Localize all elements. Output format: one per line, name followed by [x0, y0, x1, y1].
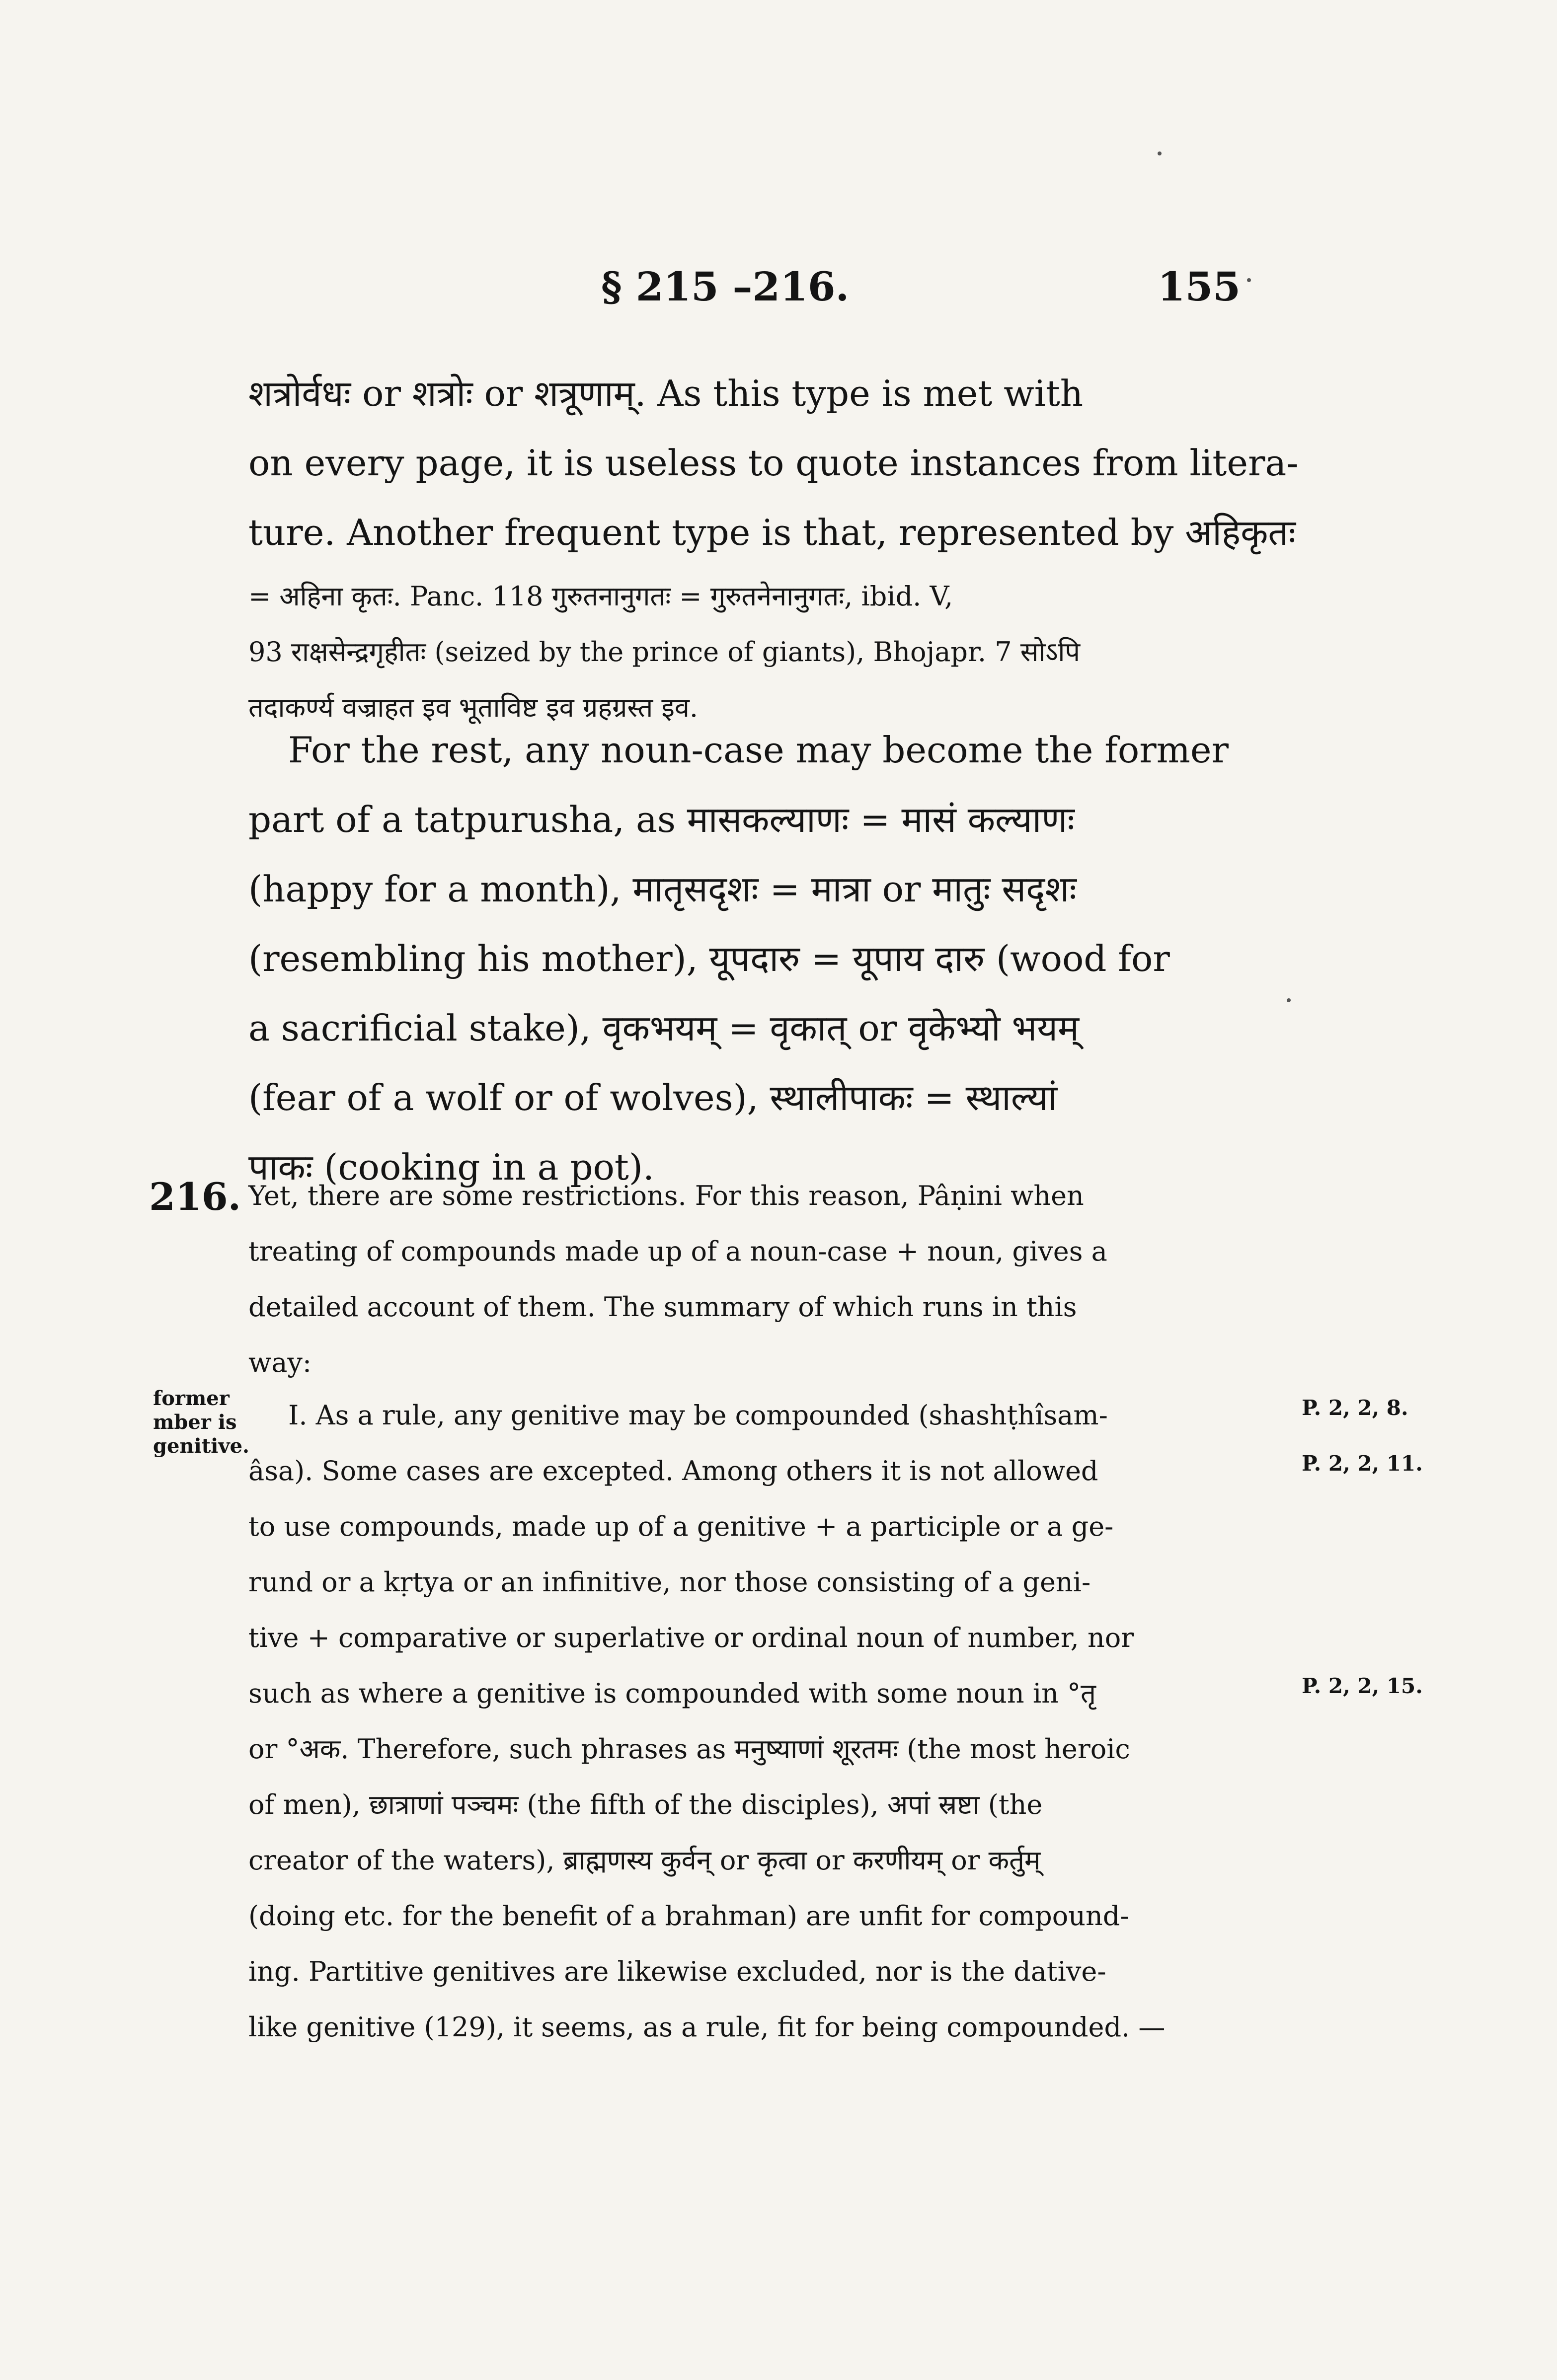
text-line: to use compounds, made up of a genitive + a participle or a ge-: [248, 1511, 1114, 1542]
text-line: शत्रोर्वधः or शत्रोः or शत्रूणाम्. As this type is met with: [248, 372, 1084, 414]
running-head: § 215 –216.: [601, 263, 850, 310]
page-header: [0, 253, 1557, 313]
section-215-examples: [248, 569, 1262, 736]
panini-reference: P. 2, 2, 8.: [1302, 1396, 1408, 1420]
text-line: such as where a genitive is compounded with some noun in °तृ: [248, 1678, 1096, 1709]
paper-speck: [1287, 998, 1291, 1002]
text-line: on every page, it is useless to quote instances from litera-: [248, 442, 1299, 484]
text-line: 93 राक्षसेन्द्रगृहीतः (seized by the prince of giants), Bhojapr. 7 सोऽपि: [248, 636, 1081, 668]
section-216-rule: [248, 1388, 1262, 2055]
margin-note-line: former: [153, 1387, 230, 1410]
paper-speck: [1247, 278, 1251, 282]
section-215-paragraph: [248, 715, 1262, 1202]
text-line: part of a tatpurusha, as मासकल्याणः = मासं कल्याणः: [248, 799, 1075, 840]
section-number: 216.: [149, 1175, 241, 1219]
text-line: tive + comparative or superlative or ordinal noun of number, nor: [248, 1622, 1134, 1653]
page-number: 155: [1158, 263, 1241, 310]
section-216-intro: [248, 1168, 1262, 1391]
section-215-opening: [248, 359, 1299, 567]
text-line: ture. Another frequent type is that, represented by अहिकृतः: [248, 512, 1296, 553]
margin-note: [153, 1387, 249, 1458]
text-line: (resembling his mother), यूपदारु = यूपाय दारु (wood for: [248, 938, 1170, 979]
text-line: way:: [248, 1347, 312, 1378]
text-line: For the rest, any noun-case may become the former: [288, 729, 1229, 771]
text-line: or °अक. Therefore, such phrases as मनुष्याणां शूरतमः (the most heroic: [248, 1733, 1130, 1765]
text-line: like genitive (129), it seems, as a rule, fit for being compounded. —: [248, 2011, 1166, 2043]
text-line: तदाकर्ण्य वज्राहत इव भूताविष्ट इव ग्रहग्रस्त इव.: [248, 692, 699, 723]
text-line: creator of the waters), ब्राह्मणस्य कुर्वन् or कृत्वा or करणीयम् or कर्तुम्: [248, 1845, 1041, 1876]
text-line: ing. Partitive genitives are likewise excluded, nor is the dative-: [248, 1956, 1106, 1987]
text-line: (doing etc. for the benefit of a brahman) are unfit for compound-: [248, 1900, 1129, 1932]
panini-reference: P. 2, 2, 11.: [1302, 1451, 1423, 1476]
margin-note-line: genitive.: [153, 1434, 249, 1458]
text-line: treating of compounds made up of a noun-case + noun, gives a: [248, 1236, 1107, 1267]
text-line: (happy for a month), मातृसदृशः = मात्रा or मातुः सदृशः: [248, 868, 1077, 910]
paper-speck: [1158, 151, 1162, 155]
text-line: = अहिना कृतः. Panc. 118 गुरुतनानुगतः = गुरुतनेनानुगतः, ibid. V,: [248, 581, 953, 612]
text-line: rund or a kṛtya or an infinitive, nor those consisting of a geni-: [248, 1566, 1091, 1598]
text-line: detailed account of them. The summary of which runs in this: [248, 1291, 1077, 1323]
text-line: a sacrificial stake), वृकभयम् = वृकात् or वृकेभ्यो भयम्: [248, 1007, 1080, 1049]
panini-reference: P. 2, 2, 15.: [1302, 1674, 1423, 1698]
text-line: (fear of a wolf or of wolves), स्थालीपाकः = स्थाल्यां: [248, 1077, 1058, 1118]
text-line: âsa). Some cases are excepted. Among others it is not allowed: [248, 1455, 1098, 1487]
text-line: of men), छात्राणां पञ्चमः (the fifth of the disciples), अपां स्रष्टा (the: [248, 1789, 1043, 1820]
margin-note-line: mber is: [153, 1411, 237, 1434]
text-line: पाकः (cooking in a pot).: [248, 1146, 654, 1188]
text-line: Yet, there are some restrictions. For this reason, Pâṇini when: [248, 1180, 1084, 1211]
text-line: I. As a rule, any genitive may be compounded (shashṭhîsam-: [288, 1400, 1108, 1431]
